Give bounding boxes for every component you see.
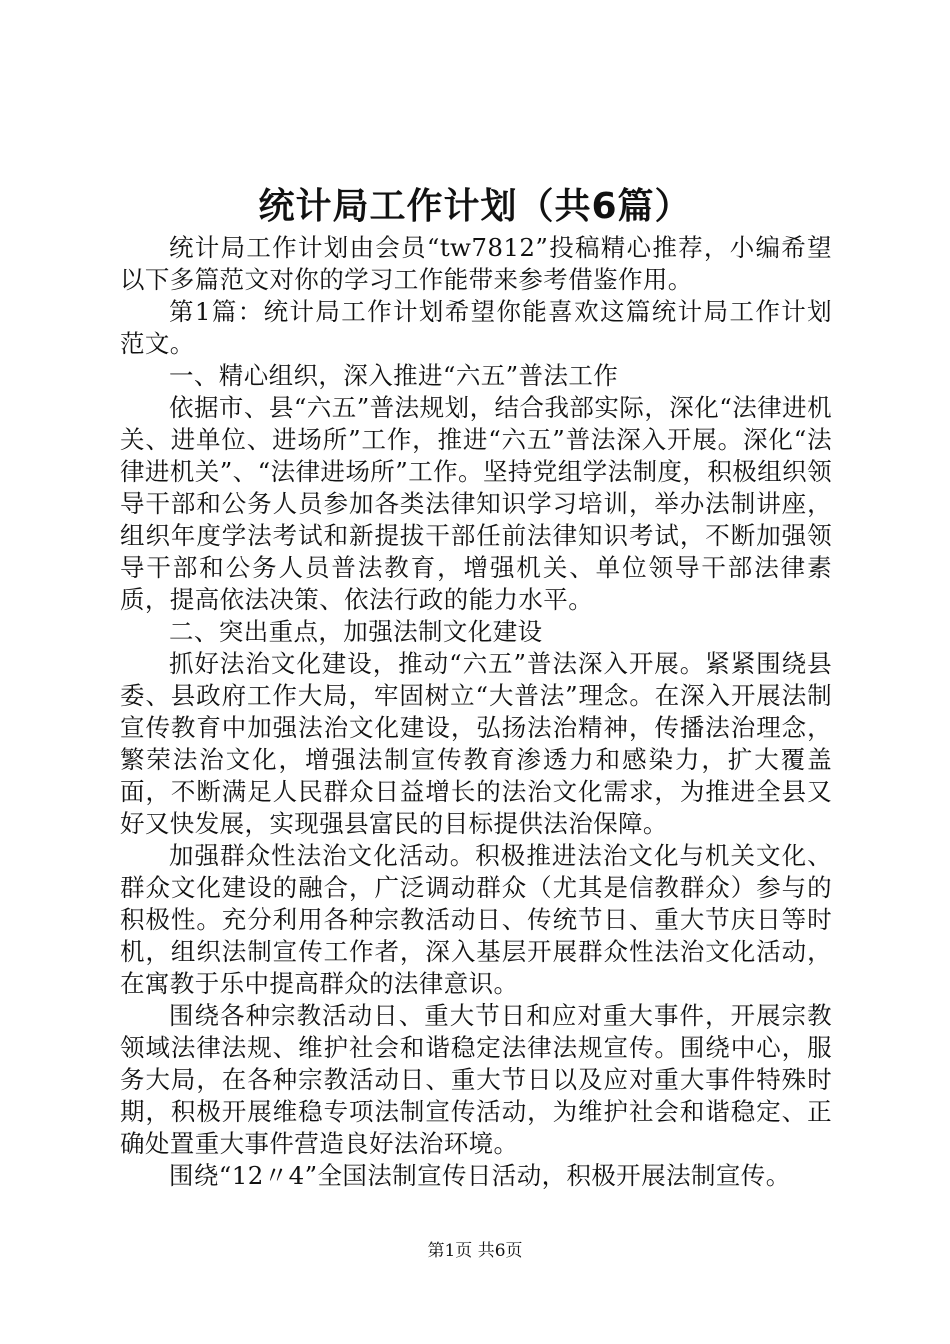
- article-heading-paragraph: 第1篇：统计局工作计划希望你能喜欢这篇统计局工作计划范文。: [120, 297, 832, 358]
- section-heading-1: 一、精心组织，深入推进“六五”普法工作: [169, 361, 619, 390]
- body-paragraph: 围绕各种宗教活动日、重大节日和应对重大事件，开展宗教领域法律法规、维护社会和谐稳定法律法规宣传。围绕中心，服务大局，在各种宗教活动日、重大节日以及应对重大事件特殊时期，积极开展维稳专项法制宣传活动，为维护社会和谐稳定、正确处置重大事件营造良好法治环境。: [120, 1001, 832, 1158]
- body-paragraph: 依据市、县“六五”普法规划，结合我部实际，深化“法律进机关、进单位、进场所”工作，推进“六五”普法深入开展。深化“法律进机关”、“法律进场所”工作。坚持党组学法制度，积极组织领导干部和公务人员参加各类法律知识学习培训，举办法制讲座，组织年度学法考试和新提拔干部任前法律知识考试，不断加强领导干部和公务人员普法教育，增强机关、单位领导干部法律素质，提高依法决策、依法行政的能力水平。: [120, 393, 832, 614]
- body-paragraph: 围绕“12〃4”全国法制宣传日活动，积极开展法制宣传。: [169, 1161, 791, 1190]
- body-paragraph: 加强群众性法治文化活动。积极推进法治文化与机关文化、群众文化建设的融合，广泛调动群众（尤其是信教群众）参与的积极性。充分利用各种宗教活动日、传统节日、重大节庆日等时机，组织法制宣传工作者，深入基层开展群众性法治文化活动，在寓教于乐中提高群众的法律意识。: [120, 841, 832, 998]
- section-heading-2: 二、突出重点，加强法制文化建设: [169, 617, 543, 646]
- body-paragraph: 抓好法治文化建设，推动“六五”普法深入开展。紧紧围绕县委、县政府工作大局，牢固树立“大普法”理念。在深入开展法制宣传教育中加强法治文化建设，弘扬法治精神，传播法治理念，繁荣法治文化，增强法制宣传教育渗透力和感染力，扩大覆盖面，不断满足人民群众日益增长的法治文化需求，为推进全县又好又快发展，实现强县富民的目标提供法治保障。: [120, 649, 832, 838]
- page-number-footer: 第1页 共6页: [427, 1241, 523, 1261]
- intro-paragraph: 统计局工作计划由会员“tw7812”投稿精心推荐，小编希望以下多篇范文对你的学习工作能带来参考借鉴作用。: [120, 233, 832, 294]
- document-title: 统计局工作计划（共6篇）: [258, 186, 692, 227]
- document-body: [120, 232, 832, 1192]
